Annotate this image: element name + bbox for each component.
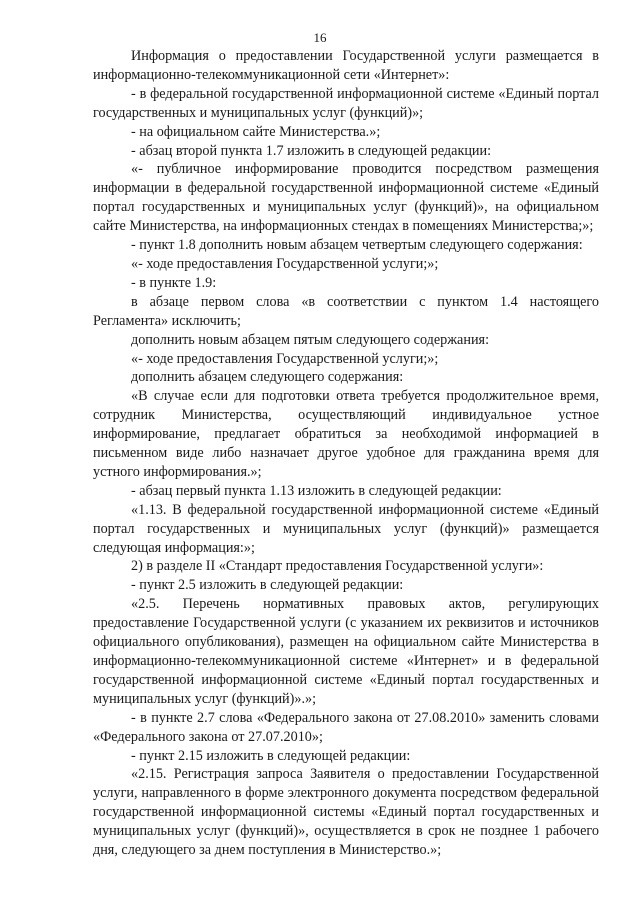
document-body xyxy=(93,47,599,860)
paragraph: «1.13. В федеральной государственной информационной системе «Единый портал государственных и муниципальных услуг (функций)» размещается следующая информация:»; xyxy=(93,501,599,556)
paragraph: - абзац первый пункта 1.13 изложить в следующей редакции: xyxy=(131,482,502,499)
paragraph: - на официальном сайте Министерства.»; xyxy=(131,123,381,140)
paragraph: «- ходе предоставления Государственной услуги;»; xyxy=(131,255,439,272)
paragraph: - пункт 1.8 дополнить новым абзацем четвертым следующего содержания: xyxy=(131,237,583,254)
paragraph: «2.15. Регистрация запроса Заявителя о предоставлении Государственной услуги, направленного в форме электронного документа посредством федеральной государственной информационной системы «Единый портал государственных и муниципальных услуг (функций)», осуществляется в срок не позднее 1 рабочего дня, следующего за днем поступления в Министерство.»; xyxy=(93,766,599,859)
paragraph: дополнить новым абзацем пятым следующего содержания: xyxy=(131,331,490,348)
paragraph: - в пункте 1.9: xyxy=(131,274,217,291)
paragraph: «2.5. Перечень нормативных правовых актов, регулирующих предоставление Государственной услуги (с указанием их реквизитов и источников официального опубликования), размещен на официальном сайте Министерства в информационно-телекоммуникационной системе «Интернет» и в федеральной государственной информационной системе «Единый портал государственных и муниципальных услуг (функций)».»; xyxy=(93,596,599,707)
paragraph: - пункт 2.15 изложить в следующей редакции: xyxy=(131,747,411,764)
paragraph: дополнить абзацем следующего содержания: xyxy=(131,369,404,386)
paragraph: 2) в разделе II «Стандарт предоставления Государственной услуги»: xyxy=(131,558,544,575)
paragraph: «В случае если для подготовки ответа требуется продолжительное время, сотрудник Министерства, осуществляющий индивидуальное устное информирование, предлагает обратиться за необходимой информацией в письменном виде либо назначает другое удобное для гражданина время для устного информирования.»; xyxy=(93,388,599,480)
paragraph: - в пункте 2.7 слова «Федерального закона от 27.08.2010» заменить словами «Федерального закона от 27.07.2010»; xyxy=(93,709,599,745)
paragraph: Информация о предоставлении Государственной услуги размещается в информационно-телекоммуникационной сети «Интернет»: xyxy=(93,48,599,83)
paragraph: в абзаце первом слова «в соответствии с пунктом 1.4 настоящего Регламента» исключить; xyxy=(93,293,599,329)
paragraph: «- ходе предоставления Государственной услуги;»; xyxy=(131,350,439,367)
page-number: 16 xyxy=(313,30,327,45)
paragraph: - в федеральной государственной информационной системе «Единый портал государственных и муниципальных услуг (функций)»; xyxy=(93,85,599,121)
paragraph: «- публичное информирование проводится посредством размещения информации в федеральной государственной информационной системе «Единый портал государственных и муниципальных услуг (функций)», на официальном сайте Министерства, на информационных стендах в помещениях Министерства;»; xyxy=(93,161,599,235)
paragraph: - абзац второй пункта 1.7 изложить в следующей редакции: xyxy=(131,142,492,159)
paragraph: - пункт 2.5 изложить в следующей редакции: xyxy=(131,577,404,594)
